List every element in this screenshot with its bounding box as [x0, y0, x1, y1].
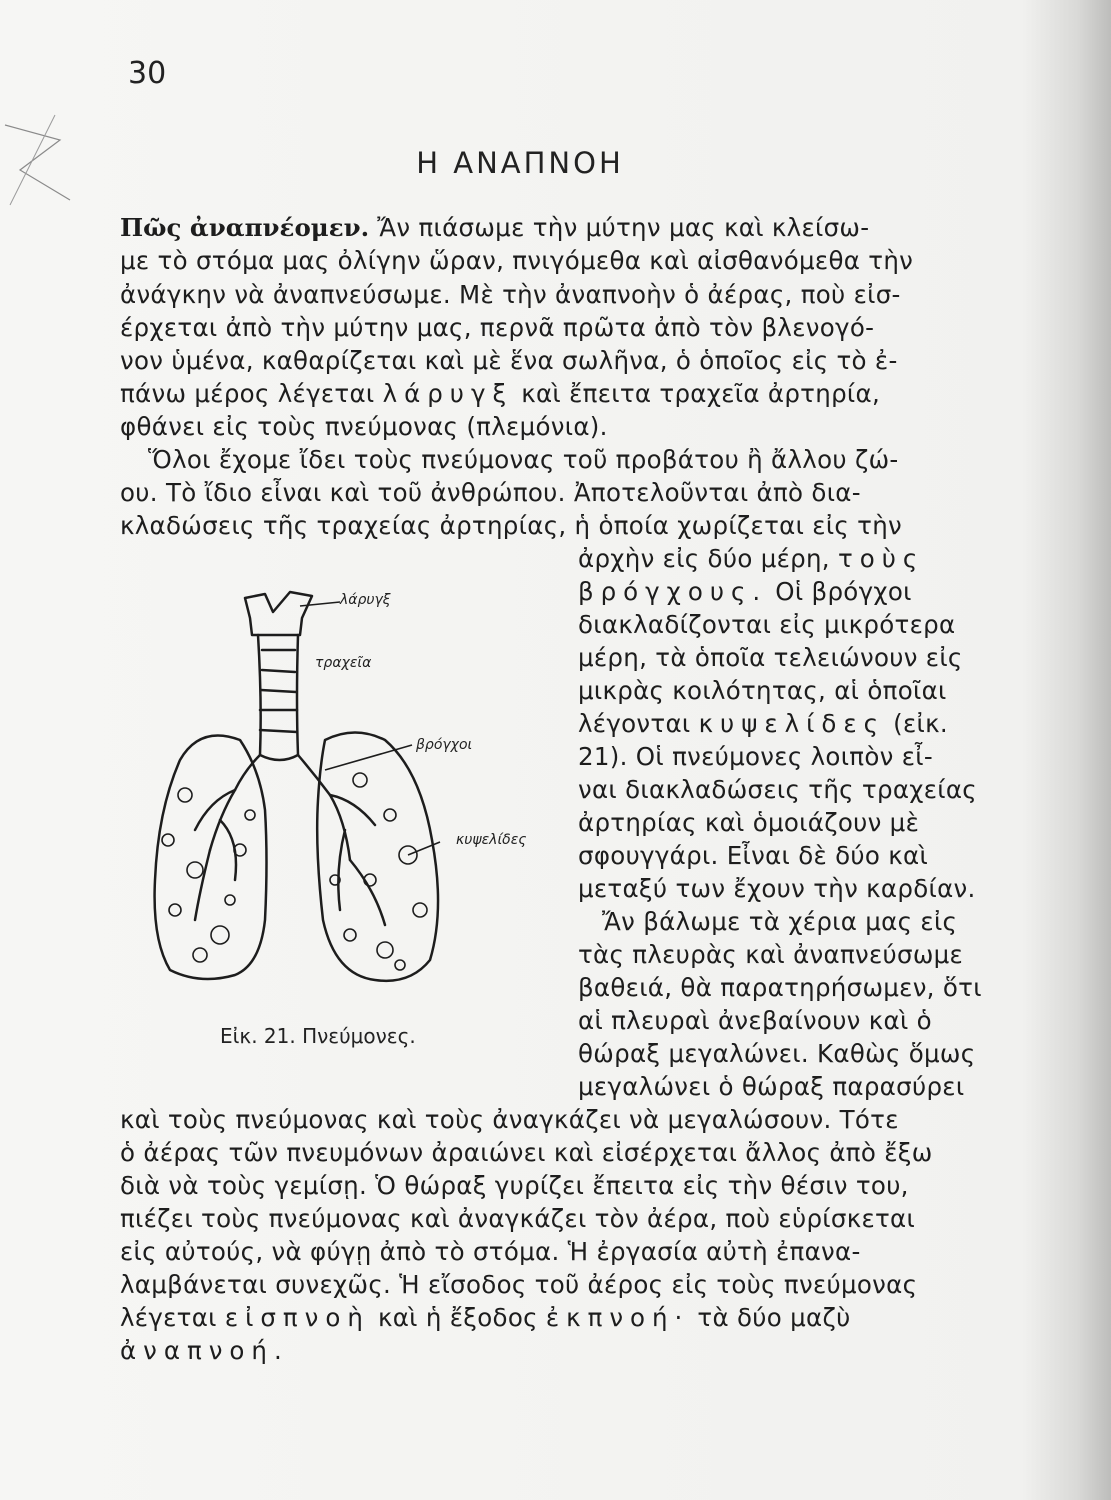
text-line: με τὸ στόμα μας ὀλίγην ὥραν, πνιγόμεθα καὶ αἰσθανόμεθα τὴν — [120, 246, 914, 275]
text-line: φθάνει εἰς τοὺς πνεύμονας (πλεμόνια). — [120, 412, 608, 441]
text-line: κλαδώσεις τῆς τραχείας ἀρτηρίας, ἡ ὁποία χωρίζεται εἰς τὴν — [120, 511, 903, 540]
text-line: Ὅλοι ἔχομε ἴδει τοὺς πνεύμονας τοῦ προβάτου ἢ ἄλλου ζώ- — [148, 445, 899, 474]
text-line: ναι διακλαδώσεις τῆς τραχείας — [578, 775, 977, 804]
text-line: βαθειά, θὰ παρατηρήσωμεν, ὅτι — [578, 973, 982, 1002]
text-line: μεταξύ των ἔχουν τὴν καρδίαν. — [578, 874, 976, 903]
text-line: Ἄν βάλωμε τὰ χέρια μας εἰς — [602, 907, 958, 936]
text-line: ἀρχὴν εἰς δύο μέρη, τοὺς — [578, 544, 925, 573]
label-bronchi: βρόγχοι — [416, 737, 473, 753]
page-number: 30 — [128, 56, 167, 91]
term-inhalation: εἰσπνοὴ — [224, 1303, 370, 1332]
term-larynx: λάρυγξ — [382, 379, 514, 408]
text-line — [120, 1335, 289, 1367]
label-alveoli: κυψελίδες — [456, 832, 527, 848]
term-alveoli: κυψελίδες — [698, 709, 886, 738]
text-line: θώραξ μεγαλώνει. Καθὼς ὅμως — [578, 1039, 976, 1068]
text-line: σφουγγάρι. Εἶναι δὲ δύο καὶ — [578, 841, 929, 870]
text-line: Πῶς ἀναπνέομεν. Ἄν πιάσωμε τὴν μύτην μας καὶ κλείσω- — [120, 213, 870, 242]
text-line: ὁ ἀέρας τῶν πνευμόνων ἀραιώνει καὶ εἰσέρχεται ἄλλος ἀπὸ ἔξω — [120, 1138, 933, 1167]
text-line: λέγονται κυψελίδες (εἰκ. — [578, 709, 948, 738]
text-line: μικρὰς κοιλότητας, αἱ ὁποῖαι — [578, 676, 947, 705]
text-line: ου. Τὸ ἴδιο εἶναι καὶ τοῦ ἀνθρώπου. Ἀποτελοῦνται ἀπὸ δια- — [120, 478, 861, 507]
text-line: διακλαδίζονται εἰς μικρότερα — [578, 610, 956, 639]
lungs-figure — [140, 580, 580, 1040]
text-line: έρχεται ἀπὸ τὴν μύτην μας, περνᾶ πρῶτα ἀπὸ τὸν βλενογό- — [120, 313, 875, 342]
text-line: εἰς αὐτούς, νὰ φύγῃ ἀπὸ τὸ στόμα. Ἡ ἐργασία αὐτὴ ἐπανα- — [120, 1237, 861, 1266]
text-line: αἱ πλευραὶ ἀνεβαίνουν καὶ ὁ — [578, 1006, 932, 1035]
text-line: πιέζει τοὺς πνεύμονας καὶ ἀναγκάζει τὸν ἀέρα, ποὺ εὑρίσκεται — [120, 1204, 916, 1233]
chapter-title: Η ΑΝΑΠΝΟΗ — [416, 146, 624, 180]
text-line: ἀρτηρίας καὶ ὁμοιάζουν μὲ — [578, 808, 920, 837]
term-respiration: ἀναπνοή. — [120, 1336, 289, 1365]
text-line: διὰ νὰ τοὺς γεμίσῃ. Ὁ θώραξ γυρίζει ἔπειτα εἰς τὴν θέσιν του, — [120, 1171, 909, 1200]
lungs-illustration — [140, 580, 580, 1020]
text-line: λέγεται εἰσπνοὴ καὶ ἡ ἔξοδος ἐκπνοή· τὰ δύο μαζὺ — [120, 1303, 851, 1332]
term-bronchi: τοὺς — [837, 544, 925, 573]
text-line: ἀνάγκην νὰ ἀναπνεύσωμε. Μὲ τὴν ἀναπνοὴν ὁ ἀέρας, ποὺ εἰσ- — [120, 280, 901, 309]
text-line: πάνω μέρος λέγεται λάρυγξ καὶ ἔπειτα τραχεῖα ἀρτηρία, — [120, 379, 881, 408]
label-trachea: τραχεῖα — [315, 655, 372, 671]
text-line: λαμβάνεται συνεχῶς. Ἡ εἴσοδος τοῦ ἀέρος εἰς τοὺς πνεύμονας — [120, 1270, 918, 1299]
paragraph-lead: Πῶς ἀναπνέομεν. — [120, 213, 370, 242]
term-exhalation: ἐκπνοή· — [545, 1303, 690, 1332]
text-line: νον ὑμένα, καθαρίζεται καὶ μὲ ἕνα σωλῆνα, ὁ ὁποῖος εἰς τὸ ἐ- — [120, 346, 898, 375]
figure-caption: Εἰκ. 21. Πνεύμονες. — [220, 1024, 416, 1048]
text-line: μέρη, τὰ ὁποῖα τελειώνουν εἰς — [578, 643, 963, 672]
text-line: 21). Οἱ πνεύμονες λοιπὸν εἶ- — [578, 742, 933, 771]
text-line: βρόγχους. Οἱ βρόγχοι — [578, 577, 912, 606]
text-line: καὶ τοὺς πνεύμονας καὶ τοὺς ἀναγκάζει νὰ μεγαλώσουν. Τότε — [120, 1105, 899, 1134]
text-line: μεγαλώνει ὁ θώραξ παρασύρει — [578, 1072, 965, 1101]
label-larynx: λάρυγξ — [340, 592, 391, 608]
text-line: τὰς πλευρὰς καὶ ἀναπνεύσωμε — [578, 940, 964, 969]
